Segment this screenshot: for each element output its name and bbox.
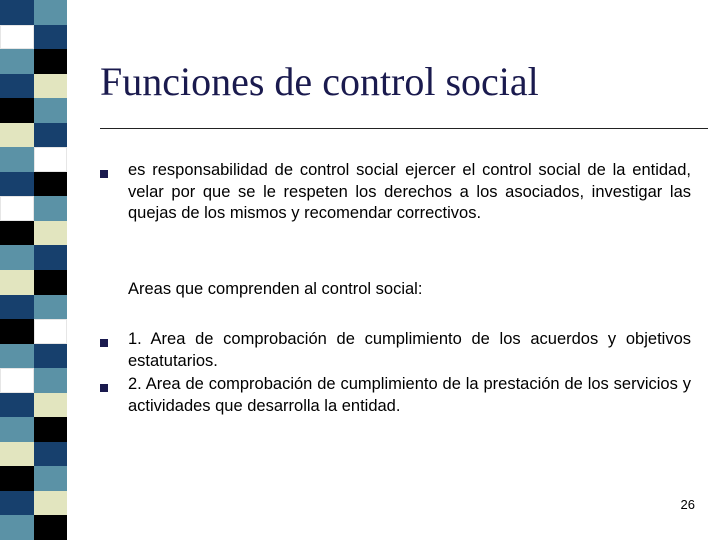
- strip-block: [34, 368, 67, 393]
- strip-block: [34, 393, 67, 418]
- strip-block: [0, 221, 34, 246]
- strip-block: [0, 295, 34, 320]
- title-divider: [100, 128, 708, 129]
- list-item: 2. Area de comprobación de cumplimiento de la prestación de los servicios y actividades que desarrolla la entidad.: [128, 375, 691, 415]
- subheading: Areas que comprenden al control social:: [128, 280, 423, 298]
- strip-block: [0, 196, 34, 221]
- strip-block: [0, 74, 34, 99]
- strip-block: [0, 270, 34, 295]
- strip-block: [0, 393, 34, 418]
- strip-block: [0, 25, 34, 50]
- strip-block: [34, 466, 67, 491]
- strip-block: [34, 98, 67, 123]
- strip-block: [0, 442, 34, 467]
- strip-block: [0, 147, 34, 172]
- strip-block: [34, 221, 67, 246]
- strip-block: [0, 466, 34, 491]
- strip-block: [0, 98, 34, 123]
- strip-block: [34, 49, 67, 74]
- list-item: 1. Area de comprobación de cumplimiento de los acuerdos y objetivos estatutarios.: [128, 330, 691, 370]
- strip-block: [34, 417, 67, 442]
- strip-block: [0, 172, 34, 197]
- strip-block: [34, 491, 67, 516]
- strip-block: [34, 147, 67, 172]
- strip-block: [0, 368, 34, 393]
- strip-block: [34, 172, 67, 197]
- strip-block: [0, 515, 34, 540]
- strip-block: [0, 0, 34, 25]
- strip-block: [0, 49, 34, 74]
- strip-block: [34, 270, 67, 295]
- body-paragraph: es responsabilidad de control social ejercer el control social de la entidad, velar por que se le respeten los derechos a los asociados, investigar las quejas de los mismos y recomendar correctivos.: [128, 161, 691, 222]
- bullet-square-icon: [100, 339, 108, 347]
- strip-block: [0, 491, 34, 516]
- strip-block: [34, 319, 67, 344]
- strip-block: [0, 319, 34, 344]
- strip-block: [0, 417, 34, 442]
- strip-block: [34, 0, 67, 25]
- bullet-square-icon: [100, 384, 108, 392]
- strip-block: [34, 295, 67, 320]
- strip-block: [34, 442, 67, 467]
- bullet-square-icon: [100, 170, 108, 178]
- strip-block: [0, 123, 34, 148]
- strip-block: [0, 344, 34, 369]
- page-number: 26: [680, 497, 695, 512]
- strip-block: [34, 196, 67, 221]
- strip-block: [34, 515, 67, 540]
- strip-block: [34, 25, 67, 50]
- strip-block: [34, 74, 67, 99]
- strip-block: [34, 123, 67, 148]
- decorative-strip: [0, 0, 67, 540]
- slide-title: Funciones de control social: [100, 59, 539, 104]
- strip-block: [34, 245, 67, 270]
- strip-block: [34, 344, 67, 369]
- strip-block: [0, 245, 34, 270]
